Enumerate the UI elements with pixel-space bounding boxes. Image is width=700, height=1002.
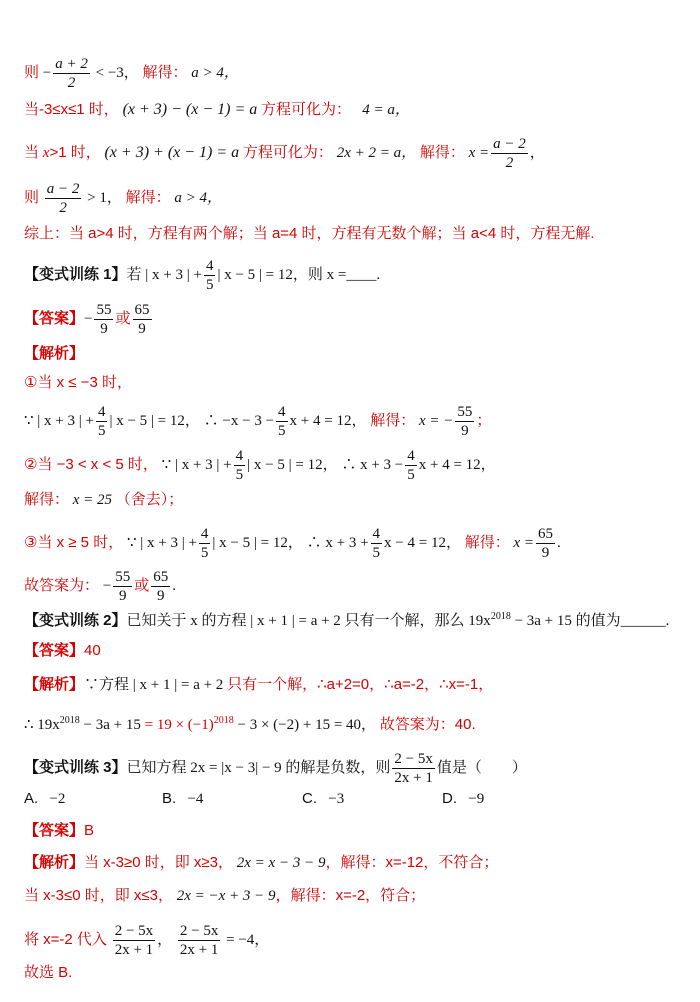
line-then-result: 则 $\frac{a - 2}{2}$ > 1， 解得： a > 4，	[24, 181, 222, 216]
case-1-work: ∵ | x + 3 | + $\frac{4}{5}$ | x − 5 | = 12， ∴ −x − 3 − $\frac{4}{5}$ x + 4 = 12， 解得： x = − $\frac{55}{9}$ ；	[24, 404, 492, 439]
analysis-3-case2: 当 x-3≤0 时，即 x≤3， 2x = −x + 3 − 9，解得：x=-2，符合；	[24, 887, 426, 904]
case-conclusion: 故答案为： − $\frac{55}{9}$ 或 $\frac{65}{9}$ .	[24, 569, 176, 604]
answer-3: 【答案】B	[24, 822, 95, 839]
analysis-3-substitute: 将 x=-2 代入 $\frac{2 - 5x}{2x + 1}$ ， $\frac{2 - 5x}{2x + 1}$ = −4，	[24, 923, 270, 958]
fraction: $\frac{55}{9}$	[115, 569, 131, 604]
option-d[interactable]: D. −9	[442, 790, 485, 807]
fraction: $\frac{4}{5}$	[97, 404, 106, 439]
fraction: $\frac{65}{9}$	[153, 569, 169, 604]
fraction: $\frac{55}{9}$	[96, 302, 112, 337]
summary-line: 综上：当 a>4 时，方程有两个解；当 a=4 时，方程有无数个解；当 a<4 时，方程无解.	[24, 225, 595, 242]
option-b[interactable]: B. −4	[162, 790, 204, 807]
option-c[interactable]: C. −3	[302, 790, 345, 807]
fraction: $\frac{a - 2}{2}$	[493, 136, 526, 171]
analysis-2-calc: ∴ $19x^{2018} - 3a + 15 = 19 \times (-1)^{2018} - 3 \times (-2) + 15 = 40$， 故答案为：40.	[24, 715, 476, 733]
case-3-work: ③当 x ≥ 5 时， ∵ | x + 3 | + $\frac{4}{5}$ | x − 5 | = 12， ∴ x + 3 + $\frac{4}{5}$ x − 4 = 12， 解得： x = $\frac{65}{9}$ .	[24, 526, 561, 561]
fraction: $\frac{4}{5}$	[205, 258, 214, 293]
analysis-2: 【解析】∵方程 | x + 1 | = a + 2 只有一个解，∴a+2=0，∴a=-2，∴x=-1，	[24, 676, 494, 693]
fraction: $\frac{55}{9}$	[457, 404, 473, 439]
fraction: $\frac{a + 2}{2}$	[55, 56, 88, 91]
fraction: $\frac{2 - 5x}{2x + 1}$	[179, 923, 219, 958]
fraction: $\frac{65}{9}$	[538, 526, 553, 561]
analysis-3: 【解析】当 x-3≥0 时，即 x≥3， 2x = x − 3 − 9，解得：x=-12，不符合；	[24, 854, 499, 871]
line-then-condition: 则 − $\frac{a + 2}{2}$ < −3， 解得： a > 4，	[24, 56, 239, 91]
fraction: $\frac{4}{5}$	[235, 448, 244, 483]
answer-2: 【答案】40	[24, 642, 101, 659]
answer-1: 【答案】− $\frac{55}{9}$ 或 $\frac{65}{9}$	[24, 302, 150, 337]
line-case-middle: 当-3≤x≤1 时， (x + 3) − (x − 1) = a 方程可化为： 4 = a，	[24, 101, 410, 118]
fraction: $\frac{4}{5}$	[407, 448, 415, 483]
case-2-result: 解得： x = 25 （舍去）；	[24, 491, 184, 508]
exercise-1: 【变式训练 1】若 | x + 3 | + $\frac{4}{5}$ | x − 5 | = 12，则 x =____.	[24, 258, 381, 293]
exercise-2: 【变式训练 2】已知关于 x 的方程 | x + 1 | = a + 2 只有一个解，那么 $19x^{2018} - 3a + 15$ 的值为______.	[24, 611, 670, 629]
fraction: $\frac{4}{5}$	[372, 526, 381, 561]
case-1-heading: ①当 x ≤ −3 时，	[24, 374, 132, 391]
fraction: $\frac{2 - 5x}{2x + 1}$	[114, 923, 154, 958]
analysis-label-1: 【解析】	[24, 345, 85, 362]
fraction: $\frac{4}{5}$	[200, 526, 209, 561]
fraction: $\frac{2 - 5x}{2x + 1}$	[394, 751, 433, 786]
fraction: $\frac{4}{5}$	[278, 404, 286, 439]
option-a[interactable]: A. −2	[24, 790, 66, 807]
line-case-greater: 当 x>1 时， (x + 3) + (x − 1) = a 方程可化为： 2x + 2 = a， 解得： x = $\frac{a - 2}{2}$ ，	[24, 136, 545, 171]
exercise-3: 【变式训练 3】已知方程 2x = |x − 3| − 9 的解是负数，则 $\frac{2 - 5x}{2x + 1}$ 值是（ ）	[24, 751, 527, 786]
fraction: $\frac{65}{9}$	[134, 302, 150, 337]
fraction: $\frac{a - 2}{2}$	[46, 181, 80, 216]
case-2-work: ②当 −3 < x < 5 时， ∵ | x + 3 | + $\frac{4}{5}$ | x − 5 | = 12， ∴ x + 3 − $\frac{4}{5}$ x + 4 = 12，	[24, 448, 496, 483]
final-choice: 故选 B.	[24, 964, 73, 981]
